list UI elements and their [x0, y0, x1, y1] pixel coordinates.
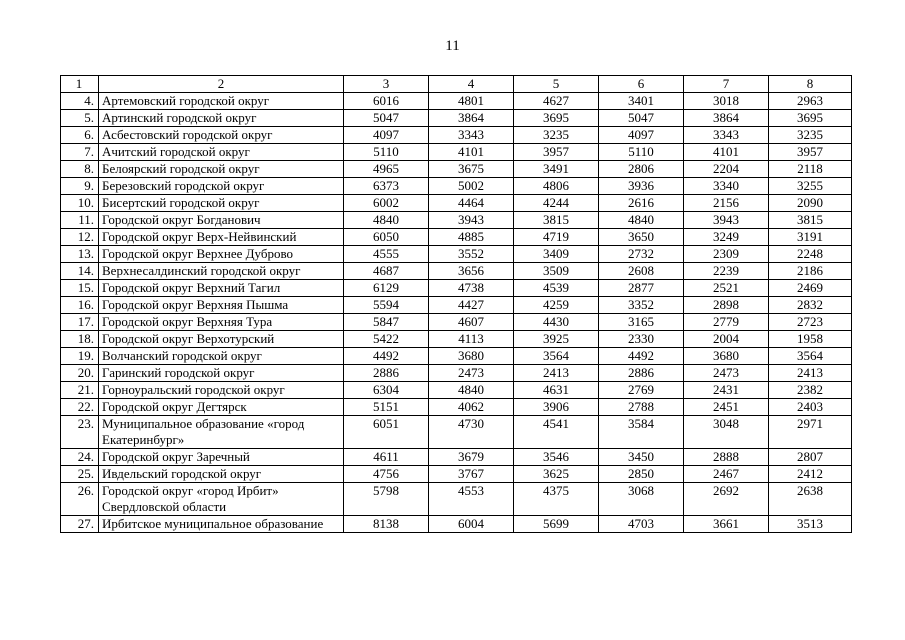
value-cell: 3675	[429, 161, 514, 178]
table-row	[61, 93, 852, 110]
value-cell: 2412	[769, 466, 852, 483]
municipality-name-cell: Волчанский городской округ	[99, 348, 344, 365]
value-cell: 4607	[429, 314, 514, 331]
row-number-cell: 24.	[61, 449, 99, 466]
value-cell: 2832	[769, 297, 852, 314]
municipality-name-cell: Ивдельский городской округ	[99, 466, 344, 483]
value-cell: 4806	[514, 178, 599, 195]
table-row	[61, 314, 852, 331]
table-row	[61, 382, 852, 399]
value-cell: 4687	[344, 263, 429, 280]
value-cell: 5047	[344, 110, 429, 127]
row-number-cell: 12.	[61, 229, 99, 246]
municipality-name-cell: Городской округ Заречный	[99, 449, 344, 466]
value-cell: 8138	[344, 516, 429, 533]
value-cell: 3695	[514, 110, 599, 127]
row-number-cell: 10.	[61, 195, 99, 212]
row-number-cell: 22.	[61, 399, 99, 416]
value-cell: 3068	[599, 483, 684, 516]
table-row	[61, 127, 852, 144]
value-cell: 6373	[344, 178, 429, 195]
value-cell: 4464	[429, 195, 514, 212]
value-cell: 4553	[429, 483, 514, 516]
row-number-cell: 8.	[61, 161, 99, 178]
value-cell: 3352	[599, 297, 684, 314]
value-cell: 3936	[599, 178, 684, 195]
value-cell: 4840	[599, 212, 684, 229]
value-cell: 3409	[514, 246, 599, 263]
value-cell: 3767	[429, 466, 514, 483]
table-row	[61, 449, 852, 466]
value-cell: 4101	[684, 144, 769, 161]
value-cell: 5047	[599, 110, 684, 127]
municipality-name-cell: Артинский городской округ	[99, 110, 344, 127]
row-number-cell: 6.	[61, 127, 99, 144]
table-row	[61, 297, 852, 314]
value-cell: 5699	[514, 516, 599, 533]
value-cell: 2330	[599, 331, 684, 348]
value-cell: 6004	[429, 516, 514, 533]
value-cell: 5110	[599, 144, 684, 161]
value-cell: 2413	[769, 365, 852, 382]
value-cell: 3513	[769, 516, 852, 533]
municipality-name-cell: Верхнесалдинский городской округ	[99, 263, 344, 280]
header-cell: 7	[684, 76, 769, 93]
municipality-name-cell: Бисертский городской округ	[99, 195, 344, 212]
value-cell: 3943	[684, 212, 769, 229]
value-cell: 3864	[429, 110, 514, 127]
municipality-name-cell: Асбестовский городской округ	[99, 127, 344, 144]
value-cell: 3695	[769, 110, 852, 127]
value-cell: 6002	[344, 195, 429, 212]
municipality-name-cell: Городской округ Верхний Тагил	[99, 280, 344, 297]
table-row	[61, 178, 852, 195]
row-number-cell: 4.	[61, 93, 99, 110]
value-cell: 2248	[769, 246, 852, 263]
value-cell: 2090	[769, 195, 852, 212]
table-row	[61, 516, 852, 533]
value-cell: 3680	[684, 348, 769, 365]
value-cell: 2779	[684, 314, 769, 331]
value-cell: 2971	[769, 416, 852, 449]
table-row	[61, 483, 852, 516]
value-cell: 3340	[684, 178, 769, 195]
value-cell: 3048	[684, 416, 769, 449]
value-cell: 6050	[344, 229, 429, 246]
header-cell: 4	[429, 76, 514, 93]
header-cell: 8	[769, 76, 852, 93]
value-cell: 3564	[769, 348, 852, 365]
value-cell: 2963	[769, 93, 852, 110]
row-number-cell: 18.	[61, 331, 99, 348]
table-row	[61, 348, 852, 365]
municipality-name-cell: Гаринский городской округ	[99, 365, 344, 382]
value-cell: 4539	[514, 280, 599, 297]
value-cell: 6051	[344, 416, 429, 449]
value-cell: 2732	[599, 246, 684, 263]
value-cell: 3249	[684, 229, 769, 246]
value-cell: 2186	[769, 263, 852, 280]
municipality-name-cell: Ачитский городской округ	[99, 144, 344, 161]
value-cell: 3679	[429, 449, 514, 466]
value-cell: 3661	[684, 516, 769, 533]
value-cell: 2886	[344, 365, 429, 382]
header-cell: 3	[344, 76, 429, 93]
value-cell: 4631	[514, 382, 599, 399]
value-cell: 2608	[599, 263, 684, 280]
value-cell: 4801	[429, 93, 514, 110]
row-number-cell: 13.	[61, 246, 99, 263]
value-cell: 5002	[429, 178, 514, 195]
value-cell: 5151	[344, 399, 429, 416]
value-cell: 6129	[344, 280, 429, 297]
table-row	[61, 229, 852, 246]
row-number-cell: 27.	[61, 516, 99, 533]
row-number-cell: 23.	[61, 416, 99, 449]
value-cell: 4097	[344, 127, 429, 144]
value-cell: 2473	[429, 365, 514, 382]
value-cell: 3255	[769, 178, 852, 195]
value-cell: 3235	[514, 127, 599, 144]
value-cell: 3650	[599, 229, 684, 246]
value-cell: 2886	[599, 365, 684, 382]
header-cell: 1	[61, 76, 99, 93]
municipality-name-cell: Муниципальное образование «город Екатеринбург»	[99, 416, 344, 449]
table-row	[61, 161, 852, 178]
value-cell: 4965	[344, 161, 429, 178]
municipality-name-cell: Городской округ Богданович	[99, 212, 344, 229]
table-row	[61, 263, 852, 280]
value-cell: 5798	[344, 483, 429, 516]
value-cell: 2807	[769, 449, 852, 466]
value-cell: 2788	[599, 399, 684, 416]
value-cell: 3343	[429, 127, 514, 144]
value-cell: 3680	[429, 348, 514, 365]
value-cell: 2403	[769, 399, 852, 416]
value-cell: 2769	[599, 382, 684, 399]
value-cell: 4492	[599, 348, 684, 365]
table-row	[61, 144, 852, 161]
value-cell: 4611	[344, 449, 429, 466]
value-cell: 2118	[769, 161, 852, 178]
value-cell: 3625	[514, 466, 599, 483]
municipality-name-cell: Березовский городской округ	[99, 178, 344, 195]
value-cell: 4113	[429, 331, 514, 348]
row-number-cell: 26.	[61, 483, 99, 516]
value-cell: 3906	[514, 399, 599, 416]
value-cell: 3450	[599, 449, 684, 466]
row-number-cell: 9.	[61, 178, 99, 195]
value-cell: 3552	[429, 246, 514, 263]
table-row	[61, 466, 852, 483]
value-cell: 4427	[429, 297, 514, 314]
value-cell: 3491	[514, 161, 599, 178]
data-table	[60, 75, 852, 533]
table-row	[61, 365, 852, 382]
value-cell: 4097	[599, 127, 684, 144]
value-cell: 1958	[769, 331, 852, 348]
table-row	[61, 399, 852, 416]
value-cell: 5110	[344, 144, 429, 161]
value-cell: 4730	[429, 416, 514, 449]
value-cell: 4541	[514, 416, 599, 449]
value-cell: 3815	[769, 212, 852, 229]
header-cell: 6	[599, 76, 684, 93]
value-cell: 2451	[684, 399, 769, 416]
value-cell: 2877	[599, 280, 684, 297]
value-cell: 3165	[599, 314, 684, 331]
table-row	[61, 195, 852, 212]
value-cell: 4062	[429, 399, 514, 416]
table-header-row	[61, 76, 852, 93]
value-cell: 2888	[684, 449, 769, 466]
value-cell: 6304	[344, 382, 429, 399]
value-cell: 4492	[344, 348, 429, 365]
value-cell: 4101	[429, 144, 514, 161]
row-number-cell: 20.	[61, 365, 99, 382]
value-cell: 2521	[684, 280, 769, 297]
municipality-name-cell: Белоярский городской округ	[99, 161, 344, 178]
municipality-name-cell: Городской округ Верхняя Тура	[99, 314, 344, 331]
value-cell: 3235	[769, 127, 852, 144]
value-cell: 2156	[684, 195, 769, 212]
value-cell: 2413	[514, 365, 599, 382]
value-cell: 2382	[769, 382, 852, 399]
value-cell: 2239	[684, 263, 769, 280]
value-cell: 3925	[514, 331, 599, 348]
value-cell: 2467	[684, 466, 769, 483]
value-cell: 4738	[429, 280, 514, 297]
value-cell: 5422	[344, 331, 429, 348]
row-number-cell: 14.	[61, 263, 99, 280]
value-cell: 3943	[429, 212, 514, 229]
value-cell: 4840	[429, 382, 514, 399]
row-number-cell: 19.	[61, 348, 99, 365]
row-number-cell: 16.	[61, 297, 99, 314]
municipality-name-cell: Городской округ Верхотурский	[99, 331, 344, 348]
page-number: 11	[445, 38, 460, 54]
value-cell: 4375	[514, 483, 599, 516]
value-cell: 2473	[684, 365, 769, 382]
value-cell: 4259	[514, 297, 599, 314]
value-cell: 3509	[514, 263, 599, 280]
value-cell: 3815	[514, 212, 599, 229]
municipality-name-cell: Артемовский городской округ	[99, 93, 344, 110]
value-cell: 4719	[514, 229, 599, 246]
municipality-name-cell: Горноуральский городской округ	[99, 382, 344, 399]
table-row	[61, 280, 852, 297]
row-number-cell: 17.	[61, 314, 99, 331]
value-cell: 4840	[344, 212, 429, 229]
row-number-cell: 21.	[61, 382, 99, 399]
value-cell: 2806	[599, 161, 684, 178]
value-cell: 2898	[684, 297, 769, 314]
value-cell: 2723	[769, 314, 852, 331]
header-cell: 2	[99, 76, 344, 93]
value-cell: 5594	[344, 297, 429, 314]
municipality-name-cell: Городской округ Верхняя Пышма	[99, 297, 344, 314]
value-cell: 2431	[684, 382, 769, 399]
value-cell: 4555	[344, 246, 429, 263]
row-number-cell: 25.	[61, 466, 99, 483]
row-number-cell: 11.	[61, 212, 99, 229]
value-cell: 3584	[599, 416, 684, 449]
table-row	[61, 212, 852, 229]
value-cell: 2638	[769, 483, 852, 516]
value-cell: 4885	[429, 229, 514, 246]
value-cell: 3546	[514, 449, 599, 466]
row-number-cell: 7.	[61, 144, 99, 161]
value-cell: 2469	[769, 280, 852, 297]
value-cell: 2692	[684, 483, 769, 516]
municipality-name-cell: Городской округ Верх-Нейвинский	[99, 229, 344, 246]
value-cell: 2309	[684, 246, 769, 263]
value-cell: 3957	[514, 144, 599, 161]
value-cell: 3656	[429, 263, 514, 280]
municipality-name-cell: Городской округ Верхнее Дуброво	[99, 246, 344, 263]
value-cell: 4244	[514, 195, 599, 212]
value-cell: 2616	[599, 195, 684, 212]
value-cell: 4756	[344, 466, 429, 483]
table-row	[61, 110, 852, 127]
municipality-name-cell: Городской округ «город Ирбит» Свердловской области	[99, 483, 344, 516]
value-cell: 2204	[684, 161, 769, 178]
table-row	[61, 416, 852, 449]
value-cell: 3957	[769, 144, 852, 161]
value-cell: 3864	[684, 110, 769, 127]
row-number-cell: 15.	[61, 280, 99, 297]
value-cell: 3018	[684, 93, 769, 110]
row-number-cell: 5.	[61, 110, 99, 127]
value-cell: 2850	[599, 466, 684, 483]
value-cell: 3343	[684, 127, 769, 144]
municipality-name-cell: Ирбитское муниципальное образование	[99, 516, 344, 533]
table-row	[61, 246, 852, 263]
table-row	[61, 331, 852, 348]
value-cell: 3191	[769, 229, 852, 246]
value-cell: 5847	[344, 314, 429, 331]
value-cell: 3564	[514, 348, 599, 365]
value-cell: 4430	[514, 314, 599, 331]
value-cell: 6016	[344, 93, 429, 110]
value-cell: 3401	[599, 93, 684, 110]
municipality-name-cell: Городской округ Дегтярск	[99, 399, 344, 416]
value-cell: 4703	[599, 516, 684, 533]
value-cell: 2004	[684, 331, 769, 348]
header-cell: 5	[514, 76, 599, 93]
value-cell: 4627	[514, 93, 599, 110]
